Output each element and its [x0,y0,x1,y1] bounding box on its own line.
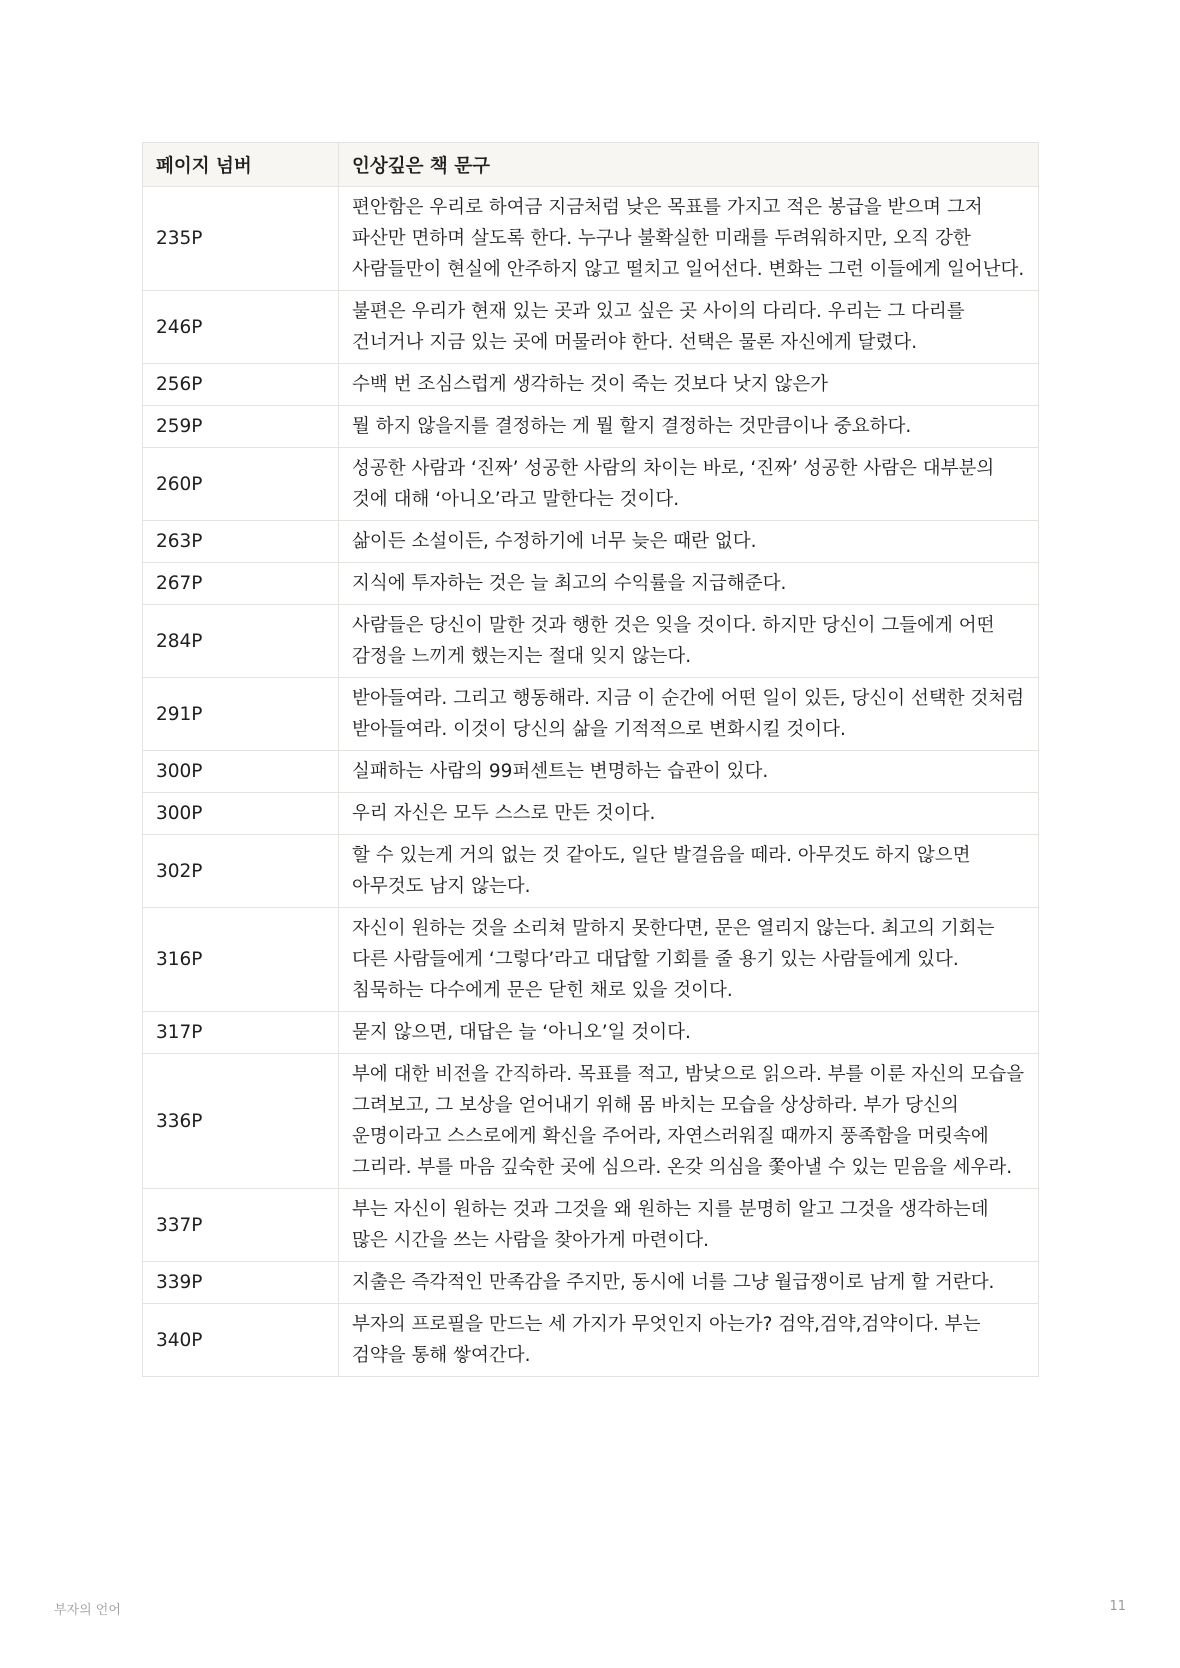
page-number-cell: 300P [143,751,339,793]
footer-page-number: 11 [1109,1599,1126,1614]
table-row [143,187,1039,291]
quote-cell: 지식에 투자하는 것은 늘 최고의 수익률을 지급해준다. [339,563,1039,605]
quote-cell: 묻지 않으면, 대답은 늘 ‘아니오’일 것이다. [339,1012,1039,1054]
table-row [143,1262,1039,1304]
footer-book-title: 부자의 언어 [54,1603,121,1618]
page-number-cell: 340P [143,1304,339,1377]
quote-cell: 불편은 우리가 현재 있는 곳과 있고 싶은 곳 사이의 다리다. 우리는 그 다리를 건너거나 지금 있는 곳에 머물러야 한다. 선택은 물론 자신에게 달렸다. [339,291,1039,364]
table-row [143,1054,1039,1189]
quote-cell: 삶이든 소설이든, 수정하기에 너무 늦은 때란 없다. [339,521,1039,563]
table-row [143,751,1039,793]
page-number-cell: 256P [143,364,339,406]
quote-cell: 실패하는 사람의 99퍼센트는 변명하는 습관이 있다. [339,751,1039,793]
header-page-number: 페이지 넘버 [143,143,339,187]
page-number-cell: 337P [143,1189,339,1262]
quote-cell: 받아들여라. 그리고 행동해라. 지금 이 순간에 어떤 일이 있든, 당신이 선택한 것처럼 받아들여라. 이것이 당신의 삶을 기적적으로 변화시킬 것이다. [339,678,1039,751]
table-row [143,908,1039,1012]
table-row [143,605,1039,678]
page-number-cell: 316P [143,908,339,1012]
page-number-cell: 336P [143,1054,339,1189]
table-row [143,1012,1039,1054]
quotes-table [142,142,1039,1377]
table-header-row [143,143,1039,187]
page-number-cell: 260P [143,448,339,521]
header-quote: 인상깊은 책 문구 [339,143,1039,187]
table-row [143,521,1039,563]
quote-cell: 뭘 하지 않을지를 결정하는 게 뭘 할지 결정하는 것만큼이나 중요하다. [339,406,1039,448]
quote-cell: 사람들은 당신이 말한 것과 행한 것은 잊을 것이다. 하지만 당신이 그들에게 어떤 감정을 느끼게 했는지는 절대 잊지 않는다. [339,605,1039,678]
page-number-cell: 339P [143,1262,339,1304]
table-row [143,563,1039,605]
quote-cell: 우리 자신은 모두 스스로 만든 것이다. [339,793,1039,835]
quote-cell: 부는 자신이 원하는 것과 그것을 왜 원하는 지를 분명히 알고 그것을 생각하는데 많은 시간을 쓰는 사람을 찾아가게 마련이다. [339,1189,1039,1262]
quote-cell: 할 수 있는게 거의 없는 것 같아도, 일단 발걸음을 떼라. 아무것도 하지 않으면 아무것도 남지 않는다. [339,835,1039,908]
page-number-cell: 246P [143,291,339,364]
table-row [143,406,1039,448]
quote-cell: 편안함은 우리로 하여금 지금처럼 낮은 목표를 가지고 적은 봉급을 받으며 그저 파산만 면하며 살도록 한다. 누구나 불확실한 미래를 두려워하지만, 오직 강한 사람들만이 현실에 안주하지 않고 떨치고 일어선다. 변화는 그런 이들에게 일어난다. [339,187,1039,291]
quote-cell: 부자의 프로필을 만드는 세 가지가 무엇인지 아는가? 검약,검약,검약이다. 부는 검약을 통해 쌓여간다. [339,1304,1039,1377]
page-number-cell: 284P [143,605,339,678]
quote-cell: 자신이 원하는 것을 소리쳐 말하지 못한다면, 문은 열리지 않는다. 최고의 기회는 다른 사람들에게 ‘그렇다’라고 대답할 기회를 줄 용기 있는 사람들에게 있다. 침묵하는 다수에게 문은 닫힌 채로 있을 것이다. [339,908,1039,1012]
page-number-cell: 259P [143,406,339,448]
page-number-cell: 267P [143,563,339,605]
table-row [143,1304,1039,1377]
quote-cell: 부에 대한 비전을 간직하라. 목표를 적고, 밤낮으로 읽으라. 부를 이룬 자신의 모습을 그려보고, 그 보상을 얻어내기 위해 몸 바치는 모습을 상상하라. 부가 당신의 운명이라고 스스로에게 확신을 주어라, 자연스러워질 때까지 풍족함을 머릿속에 그리라. 부를 마음 깊숙한 곳에 심으라. 온갖 의심을 쫓아낼 수 있는 믿음을 세우라. [339,1054,1039,1189]
quote-cell: 지출은 즉각적인 만족감을 주지만, 동시에 너를 그냥 월급쟁이로 남게 할 거란다. [339,1262,1039,1304]
table-row [143,678,1039,751]
page-number-cell: 317P [143,1012,339,1054]
table-row [143,835,1039,908]
page-number-cell: 235P [143,187,339,291]
table-row [143,448,1039,521]
page-number-cell: 302P [143,835,339,908]
quotes-table-container [142,142,1038,1377]
page-number-cell: 291P [143,678,339,751]
quote-cell: 성공한 사람과 ‘진짜’ 성공한 사람의 차이는 바로, ‘진짜’ 성공한 사람은 대부분의 것에 대해 ‘아니오’라고 말한다는 것이다. [339,448,1039,521]
table-row [143,291,1039,364]
table-row [143,1189,1039,1262]
page-number-cell: 300P [143,793,339,835]
page-number-cell: 263P [143,521,339,563]
table-row [143,793,1039,835]
quote-cell: 수백 번 조심스럽게 생각하는 것이 죽는 것보다 낫지 않은가 [339,364,1039,406]
table-row [143,364,1039,406]
